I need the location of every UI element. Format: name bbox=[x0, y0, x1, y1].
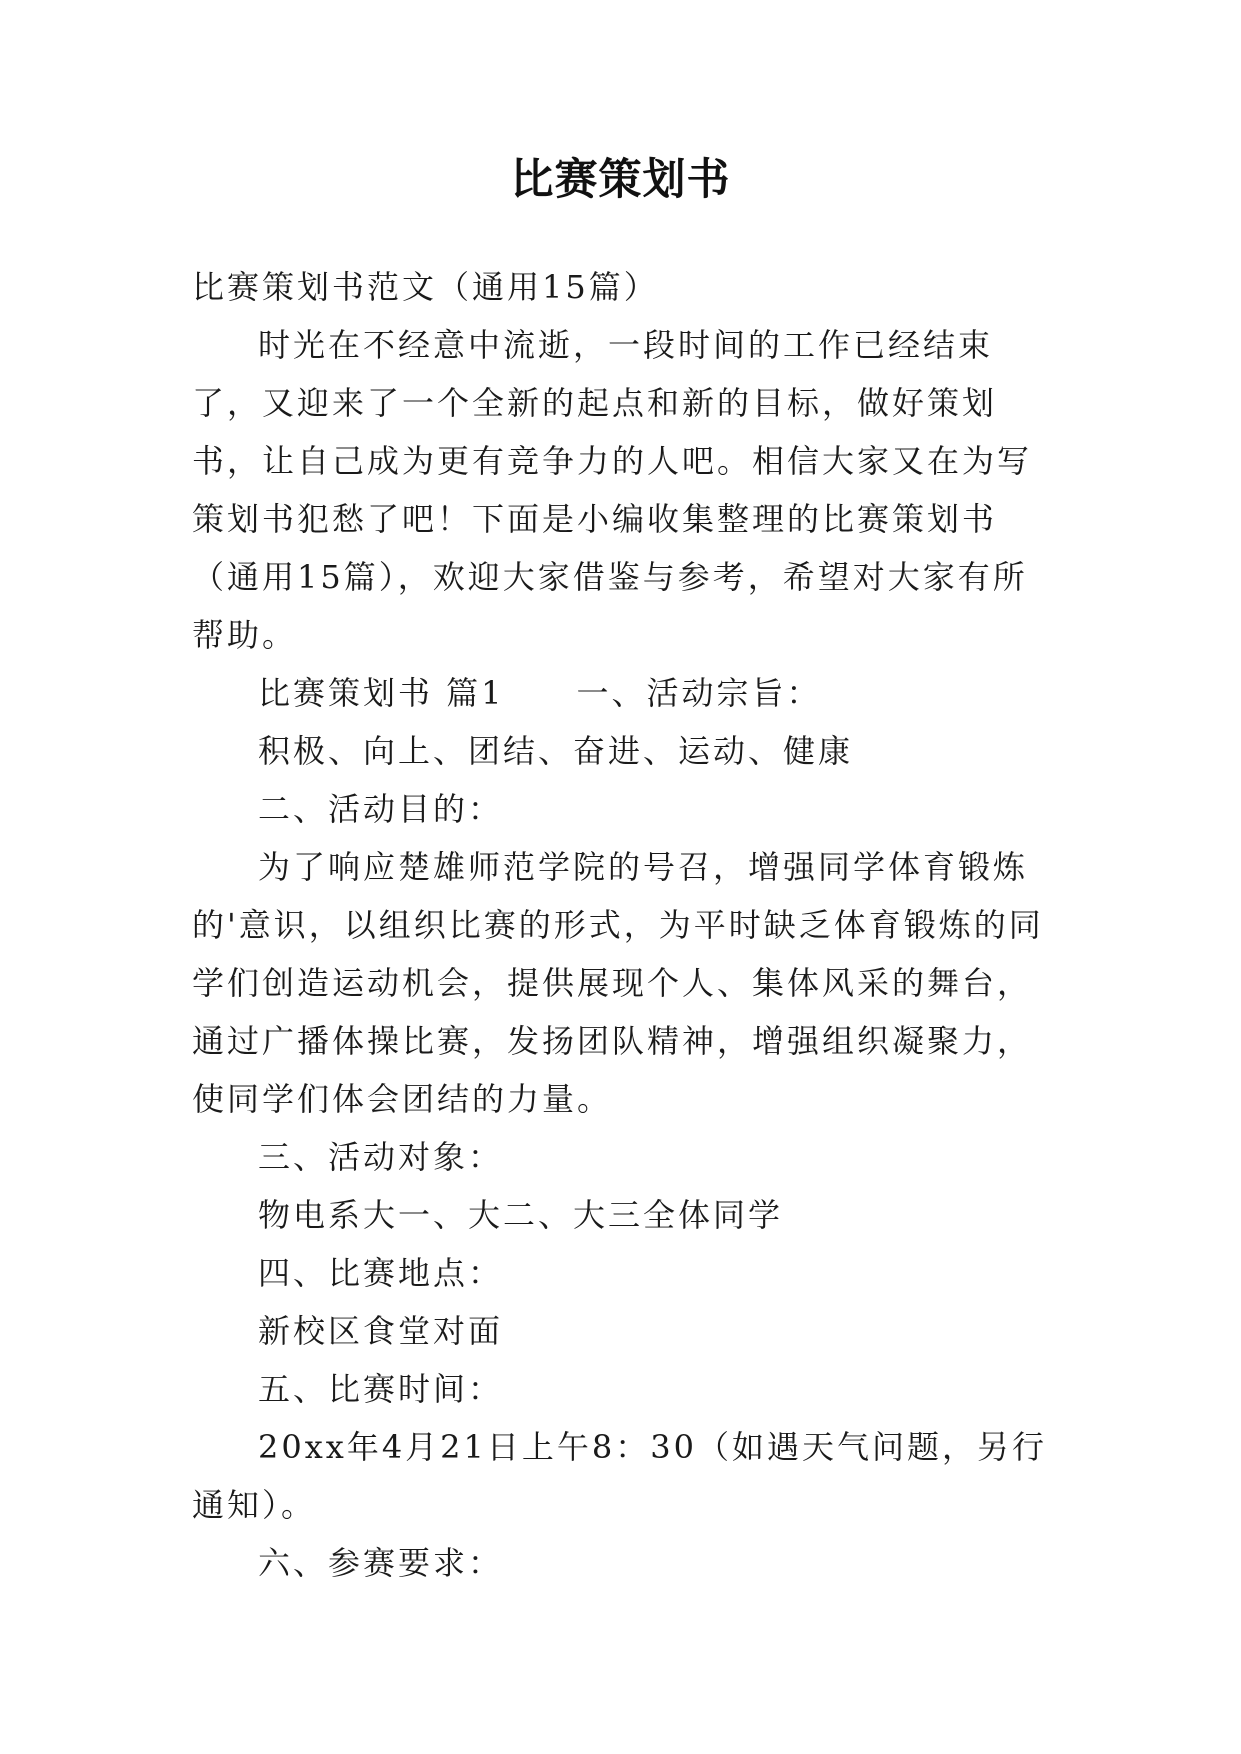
section3-heading: 三、活动对象： bbox=[258, 1138, 504, 1176]
section3-text: 物电系大一、大二、大三全体同学 bbox=[258, 1196, 784, 1234]
section1-text: 积极、向上、团结、奋进、运动、健康 bbox=[258, 732, 854, 770]
intro-paragraph: 时光在不经意中流逝，一段时间的工作已经结束了，又迎来了一个全新的起点和新的目标，做好策划书，让自己成为更有竞争力的人吧。相信大家又在为写策划书犯愁了吧！下面是小编收集整理的比赛策划书（通用15篇），欢迎大家借鉴与参考，希望对大家有所帮助。 bbox=[192, 326, 1033, 654]
document-subtitle: 比赛策划书范文（通用15篇） bbox=[192, 268, 659, 306]
part-heading-line bbox=[192, 664, 1050, 722]
section5-text: 20xx年4月21日上午8：30（如遇天气问题，另行通知）。 bbox=[192, 1428, 1047, 1524]
document-body bbox=[192, 258, 1050, 1592]
section1-heading: 一、活动宗旨： bbox=[576, 674, 822, 712]
section5-heading: 五、比赛时间： bbox=[258, 1370, 504, 1408]
section4-heading: 四、比赛地点： bbox=[258, 1254, 504, 1292]
section4-text: 新校区食堂对面 bbox=[258, 1312, 504, 1350]
section2-text: 为了响应楚雄师范学院的号召，增强同学体育锻炼的'意识，以组织比赛的形式，为平时缺乏体育锻炼的同学们创造运动机会，提供展现个人、集体风采的舞台，通过广播体操比赛，发扬团队精神，增强组织凝聚力，使同学们体会团结的力量。 bbox=[192, 848, 1044, 1118]
section2-heading: 二、活动目的： bbox=[258, 790, 504, 828]
section6-heading: 六、参赛要求： bbox=[258, 1544, 504, 1582]
document-title: 比赛策划书 bbox=[510, 155, 731, 205]
part-label: 比赛策划书 篇1 bbox=[258, 674, 505, 712]
